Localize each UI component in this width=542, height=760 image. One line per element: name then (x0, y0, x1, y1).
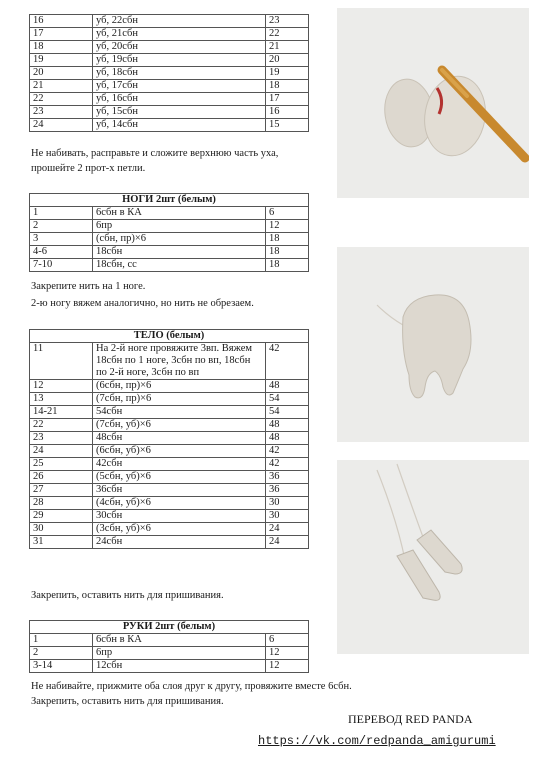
row-instruction: (3сбн, уб)×6 (93, 523, 266, 536)
row-number: 17 (30, 28, 93, 41)
row-number: 28 (30, 497, 93, 510)
body-table-body (30, 343, 309, 549)
row-stitch-count: 42 (266, 458, 309, 471)
table-row (30, 80, 309, 93)
row-instruction: 36сбн (93, 484, 266, 497)
row-number: 12 (30, 380, 93, 393)
row-instruction: уб, 16сбн (93, 93, 266, 106)
row-stitch-count: 18 (266, 233, 309, 246)
row-instruction: 6пр (93, 647, 266, 660)
row-number: 29 (30, 510, 93, 523)
arms-photo (337, 460, 529, 654)
row-instruction: уб, 15сбн (93, 106, 266, 119)
row-number: 21 (30, 80, 93, 93)
row-number: 3-14 (30, 660, 93, 673)
table-row (30, 419, 309, 432)
row-number: 30 (30, 523, 93, 536)
table-row (30, 67, 309, 80)
row-instruction: (сбн, пр)×6 (93, 233, 266, 246)
body-table-title: ТЕЛО (белым) (30, 330, 309, 343)
table-row (30, 233, 309, 246)
row-instruction: (6сбн, пр)×6 (93, 380, 266, 393)
row-stitch-count: 16 (266, 106, 309, 119)
row-stitch-count: 24 (266, 523, 309, 536)
legs-note-1: Закрепите нить на 1 ноге. (31, 281, 146, 292)
row-instruction: 48сбн (93, 432, 266, 445)
row-number: 4-6 (30, 246, 93, 259)
row-stitch-count: 17 (266, 93, 309, 106)
row-instruction: 54сбн (93, 406, 266, 419)
row-stitch-count: 18 (266, 246, 309, 259)
row-stitch-count: 48 (266, 419, 309, 432)
row-stitch-count: 19 (266, 67, 309, 80)
row-stitch-count: 30 (266, 510, 309, 523)
table-row (30, 634, 309, 647)
row-instruction: уб, 14сбн (93, 119, 266, 132)
legs-table (29, 193, 309, 272)
ear-photo-illustration (337, 8, 529, 198)
row-stitch-count: 22 (266, 28, 309, 41)
table-row (30, 497, 309, 510)
body-table (29, 329, 309, 549)
table-row (30, 536, 309, 549)
arms-photo-illustration (337, 460, 529, 654)
row-stitch-count: 42 (266, 445, 309, 458)
row-instruction: 12сбн (93, 660, 266, 673)
row-stitch-count: 12 (266, 220, 309, 233)
row-instruction: (5сбн, уб)×6 (93, 471, 266, 484)
row-stitch-count: 21 (266, 41, 309, 54)
table-row (30, 393, 309, 406)
table-row (30, 445, 309, 458)
row-instruction: уб, 19сбн (93, 54, 266, 67)
table-row (30, 28, 309, 41)
row-instruction: 24сбн (93, 536, 266, 549)
row-stitch-count: 48 (266, 432, 309, 445)
row-number: 27 (30, 484, 93, 497)
table-row (30, 220, 309, 233)
row-number: 11 (30, 343, 93, 380)
table-row (30, 432, 309, 445)
table-row (30, 523, 309, 536)
row-number: 3 (30, 233, 93, 246)
table-row (30, 343, 309, 380)
row-number: 22 (30, 93, 93, 106)
legs-note-2: 2-ю ногу вяжем аналогично, но нить не обрезаем. (31, 298, 254, 309)
row-number: 31 (30, 536, 93, 549)
table-row (30, 259, 309, 272)
row-instruction: (6сбн, уб)×6 (93, 445, 266, 458)
row-number: 25 (30, 458, 93, 471)
row-instruction: 6сбн в КА (93, 207, 266, 220)
table-row (30, 207, 309, 220)
row-stitch-count: 18 (266, 259, 309, 272)
row-stitch-count: 54 (266, 406, 309, 419)
row-number: 18 (30, 41, 93, 54)
row-instruction: уб, 20сбн (93, 41, 266, 54)
table-row (30, 380, 309, 393)
row-stitch-count: 36 (266, 471, 309, 484)
row-instruction: (7сбн, пр)×6 (93, 393, 266, 406)
row-instruction: 30сбн (93, 510, 266, 523)
table-row (30, 41, 309, 54)
table-row (30, 119, 309, 132)
row-instruction: 18сбн (93, 246, 266, 259)
row-instruction: (7сбн, уб)×6 (93, 419, 266, 432)
credit-text: ПЕРЕВОД RED PANDA (348, 712, 473, 726)
row-stitch-count: 12 (266, 647, 309, 660)
table-row (30, 647, 309, 660)
row-number: 26 (30, 471, 93, 484)
ear-note-2: прошейте 2 прот-х петли. (31, 163, 146, 174)
row-stitch-count: 23 (266, 15, 309, 28)
row-number: 1 (30, 207, 93, 220)
row-number: 23 (30, 432, 93, 445)
row-instruction: уб, 21сбн (93, 28, 266, 41)
table-row (30, 458, 309, 471)
arms-table (29, 620, 309, 673)
ear-photo (337, 8, 529, 198)
row-stitch-count: 6 (266, 634, 309, 647)
row-number: 13 (30, 393, 93, 406)
row-instruction: уб, 22сбн (93, 15, 266, 28)
table-row (30, 510, 309, 523)
row-stitch-count: 12 (266, 660, 309, 673)
table-row (30, 106, 309, 119)
legs-photo-illustration (337, 247, 529, 442)
legs-table-title: НОГИ 2шт (белым) (30, 194, 309, 207)
row-stitch-count: 48 (266, 380, 309, 393)
row-number: 2 (30, 220, 93, 233)
row-instruction: На 2-й ноге провяжите 3вп. Вяжем 18сбн по 1 ноге, 3сбн по вп, 18сбн по 2-й ноге, 3сбн по вп (93, 343, 266, 380)
table-row (30, 15, 309, 28)
row-stitch-count: 54 (266, 393, 309, 406)
row-number: 24 (30, 445, 93, 458)
row-stitch-count: 36 (266, 484, 309, 497)
row-number: 7-10 (30, 259, 93, 272)
row-number: 14-21 (30, 406, 93, 419)
body-note-1: Закрепить, оставить нить для пришивания. (31, 590, 224, 601)
legs-photo (337, 247, 529, 442)
row-instruction: (4сбн, уб)×6 (93, 497, 266, 510)
row-number: 16 (30, 15, 93, 28)
row-stitch-count: 42 (266, 343, 309, 380)
row-instruction: 6сбн в КА (93, 634, 266, 647)
row-instruction: 6пр (93, 220, 266, 233)
arms-table-body (30, 634, 309, 673)
table-row (30, 246, 309, 259)
vk-link[interactable] (258, 733, 496, 748)
row-instruction: уб, 17сбн (93, 80, 266, 93)
row-number: 2 (30, 647, 93, 660)
row-stitch-count: 15 (266, 119, 309, 132)
arms-note-1: Не набивайте, прижмите оба слоя друг к другу, провяжите вместе 6сбн. (31, 681, 352, 692)
arms-table-title: РУКИ 2шт (белым) (30, 621, 309, 634)
row-number: 23 (30, 106, 93, 119)
row-number: 19 (30, 54, 93, 67)
table-row (30, 93, 309, 106)
row-number: 24 (30, 119, 93, 132)
row-stitch-count: 18 (266, 80, 309, 93)
row-stitch-count: 20 (266, 54, 309, 67)
ear-note-1: Не набивать, расправьте и сложите верхнюю часть уха, (31, 148, 279, 159)
legs-table-body (30, 207, 309, 272)
table-row (30, 484, 309, 497)
row-number: 1 (30, 634, 93, 647)
ear-table-body (30, 15, 309, 132)
row-stitch-count: 24 (266, 536, 309, 549)
vk-link-text[interactable]: https://vk.com/redpanda_amigurumi (258, 734, 496, 748)
table-row (30, 54, 309, 67)
row-number: 22 (30, 419, 93, 432)
table-row (30, 471, 309, 484)
row-instruction: уб, 18сбн (93, 67, 266, 80)
ear-table (29, 14, 309, 132)
table-row (30, 660, 309, 673)
arms-note-2: Закрепить, оставить нить для пришивания. (31, 696, 224, 707)
row-number: 20 (30, 67, 93, 80)
row-stitch-count: 30 (266, 497, 309, 510)
row-stitch-count: 6 (266, 207, 309, 220)
table-row (30, 406, 309, 419)
row-instruction: 18сбн, сс (93, 259, 266, 272)
row-instruction: 42сбн (93, 458, 266, 471)
